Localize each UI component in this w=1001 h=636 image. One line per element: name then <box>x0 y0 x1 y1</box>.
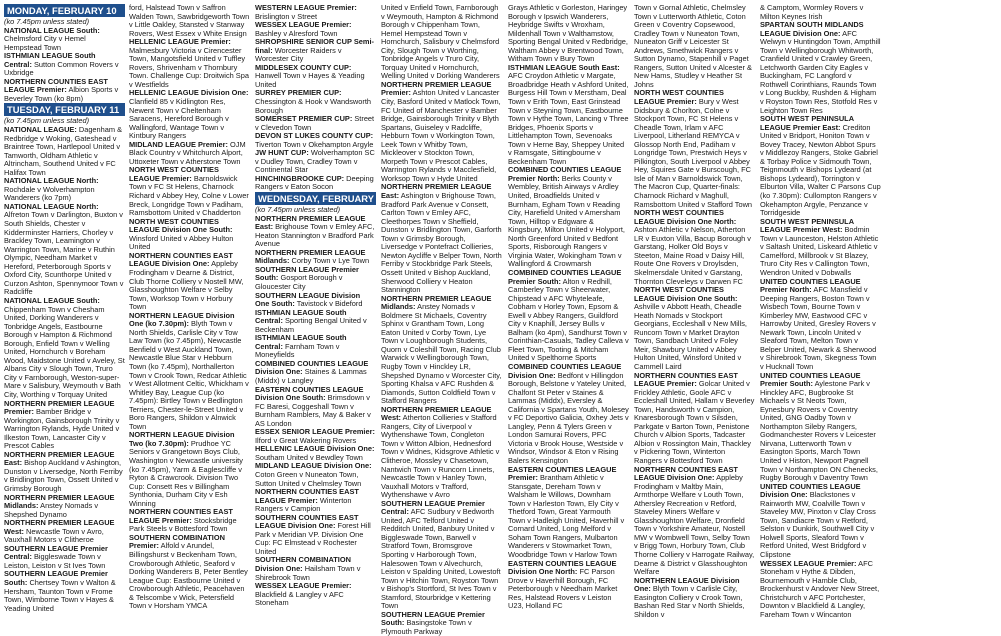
fixture-entry <box>381 500 502 611</box>
fixture-entry <box>760 21 881 115</box>
fixture-entry <box>508 363 629 466</box>
fixture-text: Grays Athletic v Gorleston, Haringey Borough v Ipswich Wanderers, Heybridge Swifts v Wroxham, Mildenhall Town v Walthamstow, Sporting Bengal United v Redbridge, Waltham Abbey v Brentwood Town, Witham Town v Bury Town <box>508 3 628 64</box>
league-name: COMBINED COUNTIES LEAGUE Division One: <box>255 358 369 377</box>
fixture-entry <box>760 115 881 218</box>
fixture-entry <box>508 466 629 560</box>
fixture-text: Tiverton Town v Okehampton Argyle <box>255 139 374 149</box>
league-name: WESSEX LEAGUE Premier: <box>760 558 857 568</box>
fixture-text: Prudhoe YC Seniors v Grangetown Boys Club, Washington v Newcastle university (ko 7.45pm), Yarm & Eaglescliffe v Ryton & Crawcrook. Division Two Cup: Consett Res v Billingham Synthonia, Durham City v Esh Winning <box>129 438 243 508</box>
fixture-entry <box>4 126 125 177</box>
fixture-entry <box>4 203 125 297</box>
league-name: NORTHERN LEAGUE Division One (ko 7.30pm): <box>129 310 235 329</box>
league-name: WESSEX LEAGUE Premier: <box>255 20 352 30</box>
fixture-entry <box>4 451 125 494</box>
league-name: NORTH WEST COUNTIES LEAGUE Division One South: <box>634 285 738 303</box>
league-name: NORTHERN PREMIER LEAGUE Midlands: <box>255 247 366 266</box>
fixture-entry <box>255 21 376 38</box>
fixture-entry <box>760 483 881 560</box>
fixture-entry <box>760 278 881 372</box>
league-name: NATIONAL LEAGUE North: <box>4 201 99 211</box>
league-name: COMBINED COUNTIES LEAGUE Division One: <box>508 361 622 380</box>
fixture-entry <box>255 38 376 64</box>
fixture-entry <box>381 295 502 406</box>
fixture-column-4 <box>381 0 502 636</box>
league-name: EASTERN COUNTIES LEAGUE Division One South: <box>255 384 364 403</box>
kickoff-note: (ko 7.45pm unless stated) <box>4 17 90 26</box>
league-name: WESTERN LEAGUE Premier: <box>255 3 357 12</box>
league-name: NORTH WEST COUNTIES LEAGUE Premier: <box>634 88 724 107</box>
fixture-entry <box>4 570 125 613</box>
fixture-text: Anstey Nomads v Boldmere St Michaels, Coventry Sphinx v Grantham Town, Long Eaton United v Corby Town, Lye Town v Loughborough Students, Quorn v Coleshill Town, Racing Club Warwick v Wellingborough Town, Rugby Town v Hinckley LR, Shepshed Dynamo v Worcester City, Sporting Khalsa v AFC Rushden & Diamonds, Sutton Coldfield Town v Stafford Rangers <box>381 302 502 406</box>
fixture-column-5 <box>508 0 629 611</box>
fixture-entry <box>255 132 376 149</box>
league-name: SOUTH WEST PENINSULA LEAGUE Premier West: <box>760 216 854 235</box>
league-name: DEVON ST LUKES COUNTY CUP: <box>255 131 374 141</box>
fixture-entry <box>255 428 376 445</box>
fixture-text: Aylestone Park v Hinckley AFC, Bugbrooke St Michaels v St Neots Town, Eynesbury Rovers v Coventry United, GNG Oadby Town v Northampton Sileby Rangers, Godmanchester Rovers v Leicester Nirvana, Lutterworth Town v Easington Sports, March Town United v Histon, Newport Pagnell Town v Northampton ON Chenecks, Rugby Borough v Daventry Town <box>760 379 878 483</box>
fixture-entry <box>4 27 125 53</box>
league-name: SPARTAN SOUTH MIDLANDS LEAGUE Division One: <box>760 20 864 38</box>
fixture-text: Farnham Town v Moneyfields <box>255 341 340 360</box>
fixture-entry <box>255 292 376 309</box>
league-name: NATIONAL LEAGUE South: <box>4 295 100 305</box>
league-name: ISTHMIAN LEAGUE South Central: <box>4 51 96 69</box>
fixture-entry <box>4 297 125 400</box>
fixture-text: Rochdale v Wolverhampton Wanderers (ko 7pm) <box>4 184 95 203</box>
fixture-entry <box>255 556 376 582</box>
fixture-text: Forest Hill Park v Meridian VP. Division One Cup: FC Elmstead v Rochester United <box>255 521 371 556</box>
fixture-text: Chessington & Hook v Wandsworth Borough <box>255 97 371 115</box>
fixture-entry <box>255 582 376 608</box>
fixture-text: Appleby Frodingham v Maltby Main, Armthorpe Welfare v Louth Town, Athersley Recreation v Retford, Staveley Miners Welfare v Glasshoughton Welfare, Dronfield Town v Yorkshire Amateur, Nostell MW v Wombwell Town, Selby Town v Brigg Town, Horbury Town, Club Thorne Colliery v Harrogate Railway, Dearne & District v Glasshoughton Welfare <box>634 473 755 577</box>
fixture-entry <box>255 64 376 90</box>
league-name: NORTHERN PREMIER LEAGUE Premier: <box>381 79 492 98</box>
fixture-text: Gosport Borough v Gloucester City <box>255 273 343 291</box>
fixture-entry <box>255 462 376 488</box>
fixture-text: Bashley v Alresford Town <box>255 28 338 38</box>
fixture-entry <box>255 249 376 266</box>
league-name: NORTHERN COUNTIES EAST LEAGUE Premier: <box>634 370 738 389</box>
league-name: NORTHERN COUNTIES EAST LEAGUE Division One: <box>634 464 738 483</box>
fixture-text: Alfreton Town v Darlington, Buxton v South Shields, Chester v Kidderminster Harriers, Chorley v Brackley Town, Leamington v Warrington Town, Marine v Ruthin Olympic, Needham Market v Hereford, Peterborough Sports v Oxford City, Scunthorpe United v Curzon Ashton, Spennymoor Town v Radcliffe <box>4 210 124 297</box>
league-name: MIDLAND LEAGUE Division One: <box>255 461 372 471</box>
fixture-text: AFC Sudbury v Bedworth United, AFC Telford United v Redditch United, Banbury United v Biggleswade Town, Barwell v Stratford Town, Bromsgrove Sporting v Harborough Town, Halesowen Town v Alvechurch, Leiston v Spalding United, Lowestoft Town v Hitchin Town, Royston Town v Bishop's Stortford, St Ives Town v Stamford, Stourbridge v Kettering Town <box>381 507 501 611</box>
league-name: UNITED COUNTIES LEAGUE Premier South: <box>760 370 861 389</box>
fixture-text: Wolverhampton SC v Dudley Town, Cradley Town v Continental Star <box>255 148 375 175</box>
league-name: MIDDLESEX COUNTY CUP: <box>255 62 352 72</box>
fixture-entry <box>4 519 125 545</box>
fixture-entry <box>508 4 629 64</box>
fixture-text: OJM Black Country v Whitchurch Alport, Uttoxeter Town v Atherstone Town <box>129 139 246 166</box>
fixture-entry <box>129 38 250 89</box>
fixture-text: Staines & Lammas (Middx) v Langley <box>255 367 367 385</box>
league-name: NORTHERN COUNTIES EAST LEAGUE Premier: <box>255 487 359 505</box>
fixture-entry <box>634 372 755 466</box>
fixture-entry <box>381 4 502 81</box>
fixture-text: AFC Welwyn v Huntingdon Town, Ampthill Town v Wellingborough Whitworth, Cranfield United v Crawley Green, Letchworth Garden City Eagles v Buckingham, FC Langford v Rothwell Corinthians, Raunds Town v Long Buckby, Rushden & Higham v Royston Town Res, Stotfold Res v Leighton Town Res <box>760 28 881 115</box>
fixture-entry <box>255 4 376 21</box>
fixture-entry <box>4 177 125 203</box>
fixture-entry <box>4 494 125 520</box>
fixture-text: Tavistock v Bideford <box>294 299 363 309</box>
fixture-entry <box>634 466 755 577</box>
fixture-text: Bodmin Town v Launceston, Helston Athletic v Saltash United, Liskeard Athletic v Camelford, Millbrook v St Blazey, Truro City Res v Callington Town, Wendron United v Dobwalls <box>760 225 879 277</box>
fixture-column-2 <box>129 0 250 611</box>
league-name: SOUTHERN LEAGUE Premier South: <box>381 609 485 628</box>
fixture-entry <box>255 334 376 360</box>
league-name: HELLENIC LEAGUE Premier: <box>129 37 231 47</box>
fixture-column-1 <box>4 0 125 613</box>
fixture-text: Malmesbury Victoria v Cirencester Town, Mangotsfield United v Tuffley Rovers, Shrivenham v Thornbury Town. Challenge Cup: Droitwich Spa v Westfields <box>129 45 249 89</box>
fixture-text: Blackfield & Langley v AFC Stoneham <box>255 589 344 608</box>
fixture-text: AFC Mansfield v Deeping Rangers, Boston Town v Wisbech Town, Bourne Town v Kimberley MW, Eastwood CFC v Harrowby United, Gresley Rovers v Newark Town, Lincoln United v Sleaford Town, Melton Town v Belper United, Newark & Sherwood v Shirebrook Town, Skegness Town v Hucknall Town <box>760 285 877 371</box>
fixture-text: Street v Clevedon Town <box>255 114 375 132</box>
league-name: UNITED COUNTIES LEAGUE Premier North: <box>760 276 861 295</box>
fixture-entry <box>634 89 755 209</box>
fixture-text: Deeping Rangers v Eaton Socon <box>255 173 374 192</box>
league-name: NORTHERN COUNTIES EAST LEAGUE Premier: <box>129 507 233 525</box>
fixture-entry <box>381 611 502 636</box>
fixture-text: Town v Gornal Athletic, Chelmsley Town v Lutterworth Athletic, Coton Green v Coventry Copsewood, Cradley Town v Nuneaton Town, Nuneaton Griff v Leicester St Andrews, Smethwick Rangers v Sutton Dynamo, Stapenhill v Paget Rangers, Sutton United v Alcester & New Hams, Studley v Heather St Johns <box>634 3 752 89</box>
fixture-entry <box>129 4 250 38</box>
fixture-entry <box>4 78 125 104</box>
fixture-entry <box>255 488 376 514</box>
league-name: WESSEX LEAGUE Premier: <box>255 581 352 591</box>
league-name: NORTHERN PREMIER LEAGUE East: <box>4 449 115 468</box>
fixture-entry <box>255 215 376 249</box>
fixture-text: AFC Croydon Athletic v Margate, Broadbridge Heath v Ashford United, Burgess Hill Town v Merstham, Deal Town v Erith Town, East Grinstead Town v Steyning Town, Eastbourne Town v Hythe Town, Lancing v Three Bridges, Phoenix Sports v Littlehampton Town, Sevenoaks Town v Herne Bay, Sheppey United v Ramsgate, Sittingbourne v Beckenham Town <box>508 71 629 166</box>
day-heading: WEDNESDAY, FEBRUARY 12 <box>255 192 376 205</box>
fixture-text: Clanfield 85 v Kidlington Res, Newent Town v Cheltenham Saracens, Hereford Borough v Wallingford, Wantage Town v Kintbury Rangers <box>129 97 229 141</box>
fixture-entry <box>4 545 125 571</box>
league-name: HINCHINGBROOKE CUP: <box>255 173 345 183</box>
fixture-text: Winterton Rangers v Campion <box>255 495 352 514</box>
fixture-entry <box>634 209 755 286</box>
fixture-entry <box>634 286 755 371</box>
fixture-text: United v Enfield Town, Farnborough v Weymouth, Hampton & Richmond Borough v Chippenham Town, Hemel Hempstead Town v Hornchurch, Salisbury v Chelmsford City, Slough Town v Worthing, Tonbridge Angels v Truro City, Torquay United v Hornchurch, Welling United v Dorking Wanderers <box>381 3 500 81</box>
league-name: SOUTHERN LEAGUE Premier Central: <box>4 543 108 562</box>
league-name: NORTHERN COUNTIES EAST LEAGUE Division One: <box>129 250 233 269</box>
fixture-text: Hailsham Town v Shirebrook Town <box>255 564 361 582</box>
league-name: MIDLAND LEAGUE Premier: <box>129 139 228 149</box>
fixture-text: Ashton Athletic v Nelson, Atherton LR v Euxton Villa, Bacup Borough v Garstang, Holker Old Boys v Steeton, Maine Road v Daisy Hill, Route One Rovers v Droylsden, Skelmersdale United v Garstang, Thornton Cleveleys v Darwen FC <box>634 225 751 286</box>
league-name: NORTHERN PREMIER LEAGUE East: <box>255 213 366 232</box>
fixture-text: Bishop Auckland v Ashington, Dunston v Liversedge, North Ferriby v Bridlington Town, Ossett United v Grimsby Borough <box>4 458 123 493</box>
fixture-text: Coton Green v Nuneaton Town, Sutton United v Chelmsley Town <box>255 469 362 488</box>
fixture-entry <box>255 115 376 132</box>
league-name: EASTERN COUNTIES LEAGUE Premier: <box>508 464 617 483</box>
fixture-entry <box>129 508 250 534</box>
day-heading: TUESDAY, FEBRUARY 11 <box>4 103 125 116</box>
fixture-text: Biggleswade Town v Leiston, Leiston v St Ives Town <box>4 552 106 570</box>
kickoff-note: (ko 7.45pm unless stated) <box>4 116 90 126</box>
league-name: SOUTHERN LEAGUE Premier Central: <box>381 498 485 517</box>
fixture-entry <box>760 372 881 483</box>
fixture-entry <box>508 166 629 269</box>
fixture-text: Ashton United v Lancaster City, Basford United v Matlock Town, FC United of Manchester v Bamber Bridge, Gainsborough Trinity v Blyth Spartans, Guiseley v Radcliffe, Hebburn Town v Workington Town, Leek Town v Whitby Town, Mickleover v Stockton Town, Morpeth Town v Prescot Cables, Warrington Rylands v Macclesfield, Worksop Town v Hyde United <box>381 88 501 183</box>
fixture-entry <box>255 89 376 115</box>
fixture-entry <box>381 183 502 294</box>
league-name: SOUTHERN LEAGUE Division One South: <box>255 290 361 309</box>
league-name: NORTHERN PREMIER LEAGUE Midlands: <box>4 492 115 511</box>
fixture-text: Atherton Collieries v Stafford Rangers, City of Liverpool v Wythenshawe Town, Congleton Town v Witton Albion, Hednesford Town v Widnes, Kidsgrove Athletic v Clitheroe, Mossley v Chasetown, Nantwich Town v Runcorn Linnets, Newcastle Town v Hanley Town, Vauxhall Motors v Trafford, Wythenshawe v Avro <box>381 413 500 500</box>
fixture-text: Berks County v Wembley, British Airways v Ardley United, Broadfields United v Burnham, Egham Town v Reading City, Harefield United v Amersham Town, Hilltop v Edgware & Kingsbury, Milton United v Holyport, North Greenford United v Bedfont Sports, Risborough Rangers v Virginia Water, Wokingham Town v Wallingford & Crowmarsh <box>508 173 625 269</box>
fixture-text: Sutton Common Rovers v Uxbridge <box>4 59 119 78</box>
fixture-column-3 <box>255 0 387 608</box>
league-name: ISTHMIAN LEAGUE South East: <box>508 62 620 72</box>
fixture-entry <box>255 309 376 335</box>
league-name: UNITED COUNTIES LEAGUE Division One: <box>760 481 861 500</box>
fixture-text: Worcester Raiders v Worcester City <box>255 45 342 64</box>
fixture-text: Basingstoke Town v Plymouth Parkway <box>381 618 472 636</box>
fixture-entry <box>634 577 755 620</box>
kickoff-note: (ko 7.45pm unless stated) <box>255 205 341 215</box>
fixture-text: FC Parson Drove v Haverhill Borough, FC Peterborough v Needham Market Res, Halstead Rovers v Leiston U23, Holland FC <box>508 567 618 611</box>
fixture-text: Ashington v Brighouse Town, Bradford Park Avenue v Consett, Carlton Town v Emley AFC, Cleethorpes Town v Sheffield, Dunston v Bridlington Town, Garforth Town v Grimsby Borough, Liversedge v Pontefract Collieries, Newton Aycliffe v Belper Town, North Ferriby v Stockbridge Park Steels, Ossett United v Bishop Auckland, Sherwood Colliery v Heaton Stannington <box>381 191 502 295</box>
fixture-text: Chippenham Town v Chesham United, Dorking Wanderers v Tonbridge Angels, Eastbourne Borough v Hampton & Richmond Borough, Enfield Town v Welling United, Hornchurch v Boreham Wood, Maidstone United v Aveley, St Albans City v Slough Town, Truro City v Farnborough, Weston-super-Mare v Salisbury, Weymouth v Bath City, Worthing v Torquay United <box>4 304 125 399</box>
league-name: NORTHERN PREMIER LEAGUE West: <box>4 518 115 536</box>
league-name: ESSEX SENIOR LEAGUE Premier: <box>255 427 375 437</box>
fixture-entry <box>634 4 755 89</box>
fixture-text: Chelmsford City v Hemel Hempstead Town <box>4 34 86 52</box>
fixture-text: Ilford v Great Wakering Rovers <box>255 435 357 445</box>
fixture-entry <box>255 514 376 557</box>
league-name: NORTHERN LEAGUE Division One: <box>634 575 740 594</box>
fixture-text: Corby Town v Lye Town <box>289 256 370 266</box>
league-name: NORTH WEST COUNTIES LEAGUE Division One South: <box>129 216 233 235</box>
league-name: HELLENIC LEAGUE Division One: <box>129 88 249 98</box>
league-name: SHROPSHIRE SENIOR CUP Semi-final: <box>255 37 374 55</box>
fixture-entry <box>4 52 125 78</box>
league-name: SOUTHERN COMBINATION Premier: <box>129 532 225 551</box>
fixture-entry <box>129 534 250 611</box>
fixture-entry <box>255 149 376 175</box>
fixture-text: Bedfont v Hillingdon Borough, Belstone v Yateley United, Chalfont St Peter v Staines & Lammas (Middx), Eversley & California v Spartans Youth, Molesey v FC Deportivo Galicia, Oxhey Jets v Langley, Penn & Tylers Green v London Samurai Rovers, PFC Victoria v Brook House, Westside v Windsor, Windsor & Eton v Rising Balers Kensington <box>508 370 629 465</box>
league-name: NORTH WEST COUNTIES LEAGUE Premier: <box>129 165 219 183</box>
fixture-text: Appleby Frodingham v Dearne & District, Club Thorne Colliery v Nostell MW, Glasshoughton Welfare v Selby Town, Worksop Town v Horbury Town <box>129 259 244 312</box>
fixture-entry <box>760 218 881 278</box>
fixture-entry <box>255 175 376 192</box>
fixture-text: Blackstones v Rainworth MW, Coalville Town v Staveley MW, Pinxton v Clay Cross Town, Sandiacre Town v Retford, Selston v Dunkirk, Southwell City v Holwell Sports, Sleaford Town v Retford United, West Bridgford v Clipstone <box>760 490 876 559</box>
league-name: COMBINED COUNTIES LEAGUE Premier North: <box>508 165 622 183</box>
league-name: SOUTHERN LEAGUE Premier South: <box>4 569 108 587</box>
league-name: SOMERSET PREMIER CUP: <box>255 114 353 124</box>
fixture-entry <box>381 81 502 184</box>
fixture-entry <box>129 252 250 312</box>
fixture-text: Brimsdown v FC Baresi, Coggeshall Town v Burnham Ramblers, May & Baker v AS London <box>255 393 371 428</box>
fixture-column-6 <box>634 0 755 619</box>
fixture-entry <box>255 445 376 462</box>
fixture-entry <box>129 166 250 217</box>
fixture-text: Alfold v Arundel, Billingshurst v Beckenham Town, Crowborough Athletic, Seaford v Dorking Wanderers B, Peter Bentley League Cup: Eastbourne United v Crowborough Athletic, Peacehaven & Telscombe v Wick, Petersfield Town v Horsham YMCA <box>129 541 248 611</box>
league-name: COMBINED COUNTIES LEAGUE Premier South: <box>508 267 622 286</box>
fixture-text: Sporting Bengal United v Beckenham <box>255 316 367 334</box>
fixture-text: Blyth Town v Carlisle City, Easington Colliery v Crook Town, Bashan Red Star v North Shields, Shildon v <box>634 584 745 619</box>
league-name: NORTHERN COUNTIES EAST LEAGUE Premier: <box>4 76 108 95</box>
fixture-entry <box>255 386 376 429</box>
fixture-text: Bamber Bridge v Workington, Gainsborough Trinity v Warrington Rylands, Hyde United v Ilkeston Town, Lancaster City v Prescot Cables <box>4 407 120 451</box>
fixture-text: Bury v West Didsbury & Chorlton, Colne v Stockport Town, FC St Helens v Cheadle Town, Irlam v AFC Liverpool, Litherland REMYCA v Glossop North End, Padiham v Longridge Town, Prestwich Heys v Pilkington, South Liverpool v Abbey Hey, Squires Gate v Burscough, FC Isle of Man v Barnoldswick Town, The Macron Cup, Quarter-finals: Charnock Richard v Maghull, Ramsbottom United v Stafford Town <box>634 97 753 209</box>
league-name: NORTH WEST COUNTIES LEAGUE Division One North: <box>634 208 737 226</box>
fixture-text: Newcastle Town v Avro, Vauxhall Motors v Clitheroe <box>4 526 104 545</box>
league-name: ISTHMIAN LEAGUE South Central: <box>255 333 347 351</box>
fixture-text: AFC Stoneham v Hythe & Dibden, Bournemouth v Hamble Club, Brockenhurst v Andover New Street, Christchurch v AFC Portchester, Downton v Blackfield & Langley, Fareham Town v Wincanton <box>760 558 880 619</box>
fixture-entry <box>4 400 125 451</box>
fixture-text: Southam United v Bewdley Town <box>255 452 363 462</box>
fixture-entry <box>129 312 250 432</box>
league-name: EASTERN COUNTIES LEAGUE Division One North: <box>508 558 617 577</box>
fixture-text: Ashville v Abbott Heath, Cheadle Heath Nomads v Stockport Georgians, Eccleshall v New Mills, Runcorn Town v Market Drayton Town, Sandbach United v Foley Meir, Shawbury United v Abbey Hulton United, Winsford United v Cammell Laird <box>634 302 747 371</box>
fixture-text: Winsford United v Abbey Hulton United <box>129 233 234 252</box>
league-name: HELLENIC LEAGUE Division One: <box>255 444 375 454</box>
fixture-entry <box>760 560 881 620</box>
fixture-entry <box>381 406 502 500</box>
fixture-text: Golcar United v Frickley Athletic, Goole AFC v Eccleshall United, Hallam v Beverley Town, Handsworth v Campion, Knaresborough Town v Silsden, Parkgate v Barton Town, Penistone Church v Albion Sports, Tadcaster Albion v Rossington Main, Thackley v Pickering Town, Winterton Rangers v Bottesford Town <box>634 379 755 465</box>
league-name: SOUTH WEST PENINSULA LEAGUE Premier East: <box>760 114 854 132</box>
fixture-entry <box>760 4 881 21</box>
league-name: NORTHERN PREMIER LEAGUE Premier: <box>4 398 115 417</box>
fixture-text: & Camptom, Wormley Rovers v Milton Keynes Irish <box>760 3 864 21</box>
fixture-entry <box>129 141 250 167</box>
league-name: NORTHERN PREMIER LEAGUE Midlands: <box>381 293 492 312</box>
day-heading: MONDAY, FEBRUARY 10 <box>4 4 125 17</box>
fixture-text: Dagenham & Redbridge v Woking, Gateshead v Braintree Town, Hartlepool United v Tamworth, Oldham Athletic v Altrincham, Southend United v FC Halifax Town <box>4 125 123 177</box>
league-name: SOUTHERN COMBINATION Division One: <box>255 555 351 573</box>
fixture-text: Barnoldswick Town v FC St Helens, Charnock Richard v Abbey Hey, Colne v Lower Breck, Longridge Town v Padiham, Ramsbottom United v Chadderton <box>129 173 249 218</box>
league-name: SURREY PREMIER CUP: <box>255 88 342 98</box>
fixture-entry <box>508 560 629 611</box>
league-name: NATIONAL LEAGUE: <box>4 125 77 135</box>
fixture-entry <box>129 431 250 508</box>
fixture-text: Alton v Redhill, Camberley Town v Sheerwater, Chipstead v AFC Whyteleafe, Cobham v Horley Town, Epsom & Ewell v Abbey Rangers, Guildford City v Knaphill, Jersey Bulls v Balham (ko 4pm), Sandhurst Town v Corinthian-Casuals, Tadley Calleva v Fleet Town, Tooting & Mitcham United v Spelthorne Sports <box>508 276 629 363</box>
fixture-text: Brislington v Street <box>255 11 318 21</box>
fixture-entry <box>129 89 250 140</box>
league-name: ISTHMIAN LEAGUE South Central: <box>255 307 347 326</box>
fixture-text: Brighouse Town v Emley AFC, Heaton Stannington v Bradford Park Avenue <box>255 222 375 249</box>
league-name: NORTHERN PREMIER LEAGUE East: <box>381 182 492 201</box>
fixture-text: Blyth Town v North Shields, Carlisle City v Tow Law Town (ko 7.45pm), Newcastle Benfield v West Auckland Town, Newcastle Blue Star v Hebburn Town (ko 7.45pm), Northallerton Town v Crook Town, Redcar Athletic v West Allotment Celtic, Whickham v Whitley Bay, League Cup (ko 7.45pm): Birtley Town v Bedlington Terriers, Chester-le-Street United v Boro Rangers, Shildon v Alnwick Town <box>129 319 249 431</box>
fixture-entry <box>508 269 629 363</box>
league-name: NATIONAL LEAGUE North: <box>4 176 99 186</box>
fixture-entry <box>255 360 376 386</box>
league-name: SOUTHERN LEAGUE Premier South: <box>255 264 359 283</box>
fixture-column-7 <box>760 0 881 619</box>
fixture-text: ford, Halstead Town v Saffron Walden Town, Sawbridgeworth Town v Little Oakley, Stansted v Stanway Rovers, West Essex v White Ensign <box>129 3 250 38</box>
league-name: JW HUNT CUP: <box>255 148 309 158</box>
fixture-text: Chertsey Town v Walton & Hersham, Taunton Town v Frome Town, Wimborne Town v Hayes & Yeading United <box>4 578 116 613</box>
fixture-entry <box>508 64 629 167</box>
fixture-text: Albion Sports v Beverley Town (ko 8pm) <box>4 85 119 103</box>
fixture-entry <box>255 266 376 292</box>
league-name: NORTHERN PREMIER LEAGUE West: <box>381 404 492 423</box>
league-name: SOUTHERN COUNTIES EAST LEAGUE Division One: <box>255 512 359 531</box>
fixture-text: Crediton United v Bridport, Honiton Town v Bovey Tracey, Newton Abbot Spurs v Middlezoy Rangers, Stoke Gabriel & Torbay Police v Sidmouth Town, Teignmouth v Bishops Lydeard (at Bishops Lydeard), Torrington v Elburton Villa, Walter C Parsons Cup (ko 7.30pm): Cullompton Rangers v Okehampton Argyle, Penzance v Torridgeside <box>760 122 881 218</box>
fixture-text: Brantham Athletic v Stansgate, Dereham Town v Walsham le Willows, Downham Town v Harleston Town, Ely City v Thetford Town, Great Yarmouth Town v Hadleigh United, Haverhill v Cornard United, Long Melford v Soham Town Rangers, Mulbarton Wanderers v Stowmarket Town, Woodbridge Town v Harlow Town <box>508 473 625 559</box>
fixture-entry <box>129 218 250 252</box>
fixture-text: Stocksbridge Park Steels v Bottesford Town <box>129 515 237 534</box>
fixture-text: Anstey Nomads v Shepshed Dynamo <box>4 501 99 519</box>
league-name: NORTHERN LEAGUE Division Two (ko 7.30pm): <box>129 430 235 448</box>
league-name: NATIONAL LEAGUE South: <box>4 25 100 35</box>
fixture-text: Hanwell Town v Hayes & Yeading United <box>255 71 365 89</box>
